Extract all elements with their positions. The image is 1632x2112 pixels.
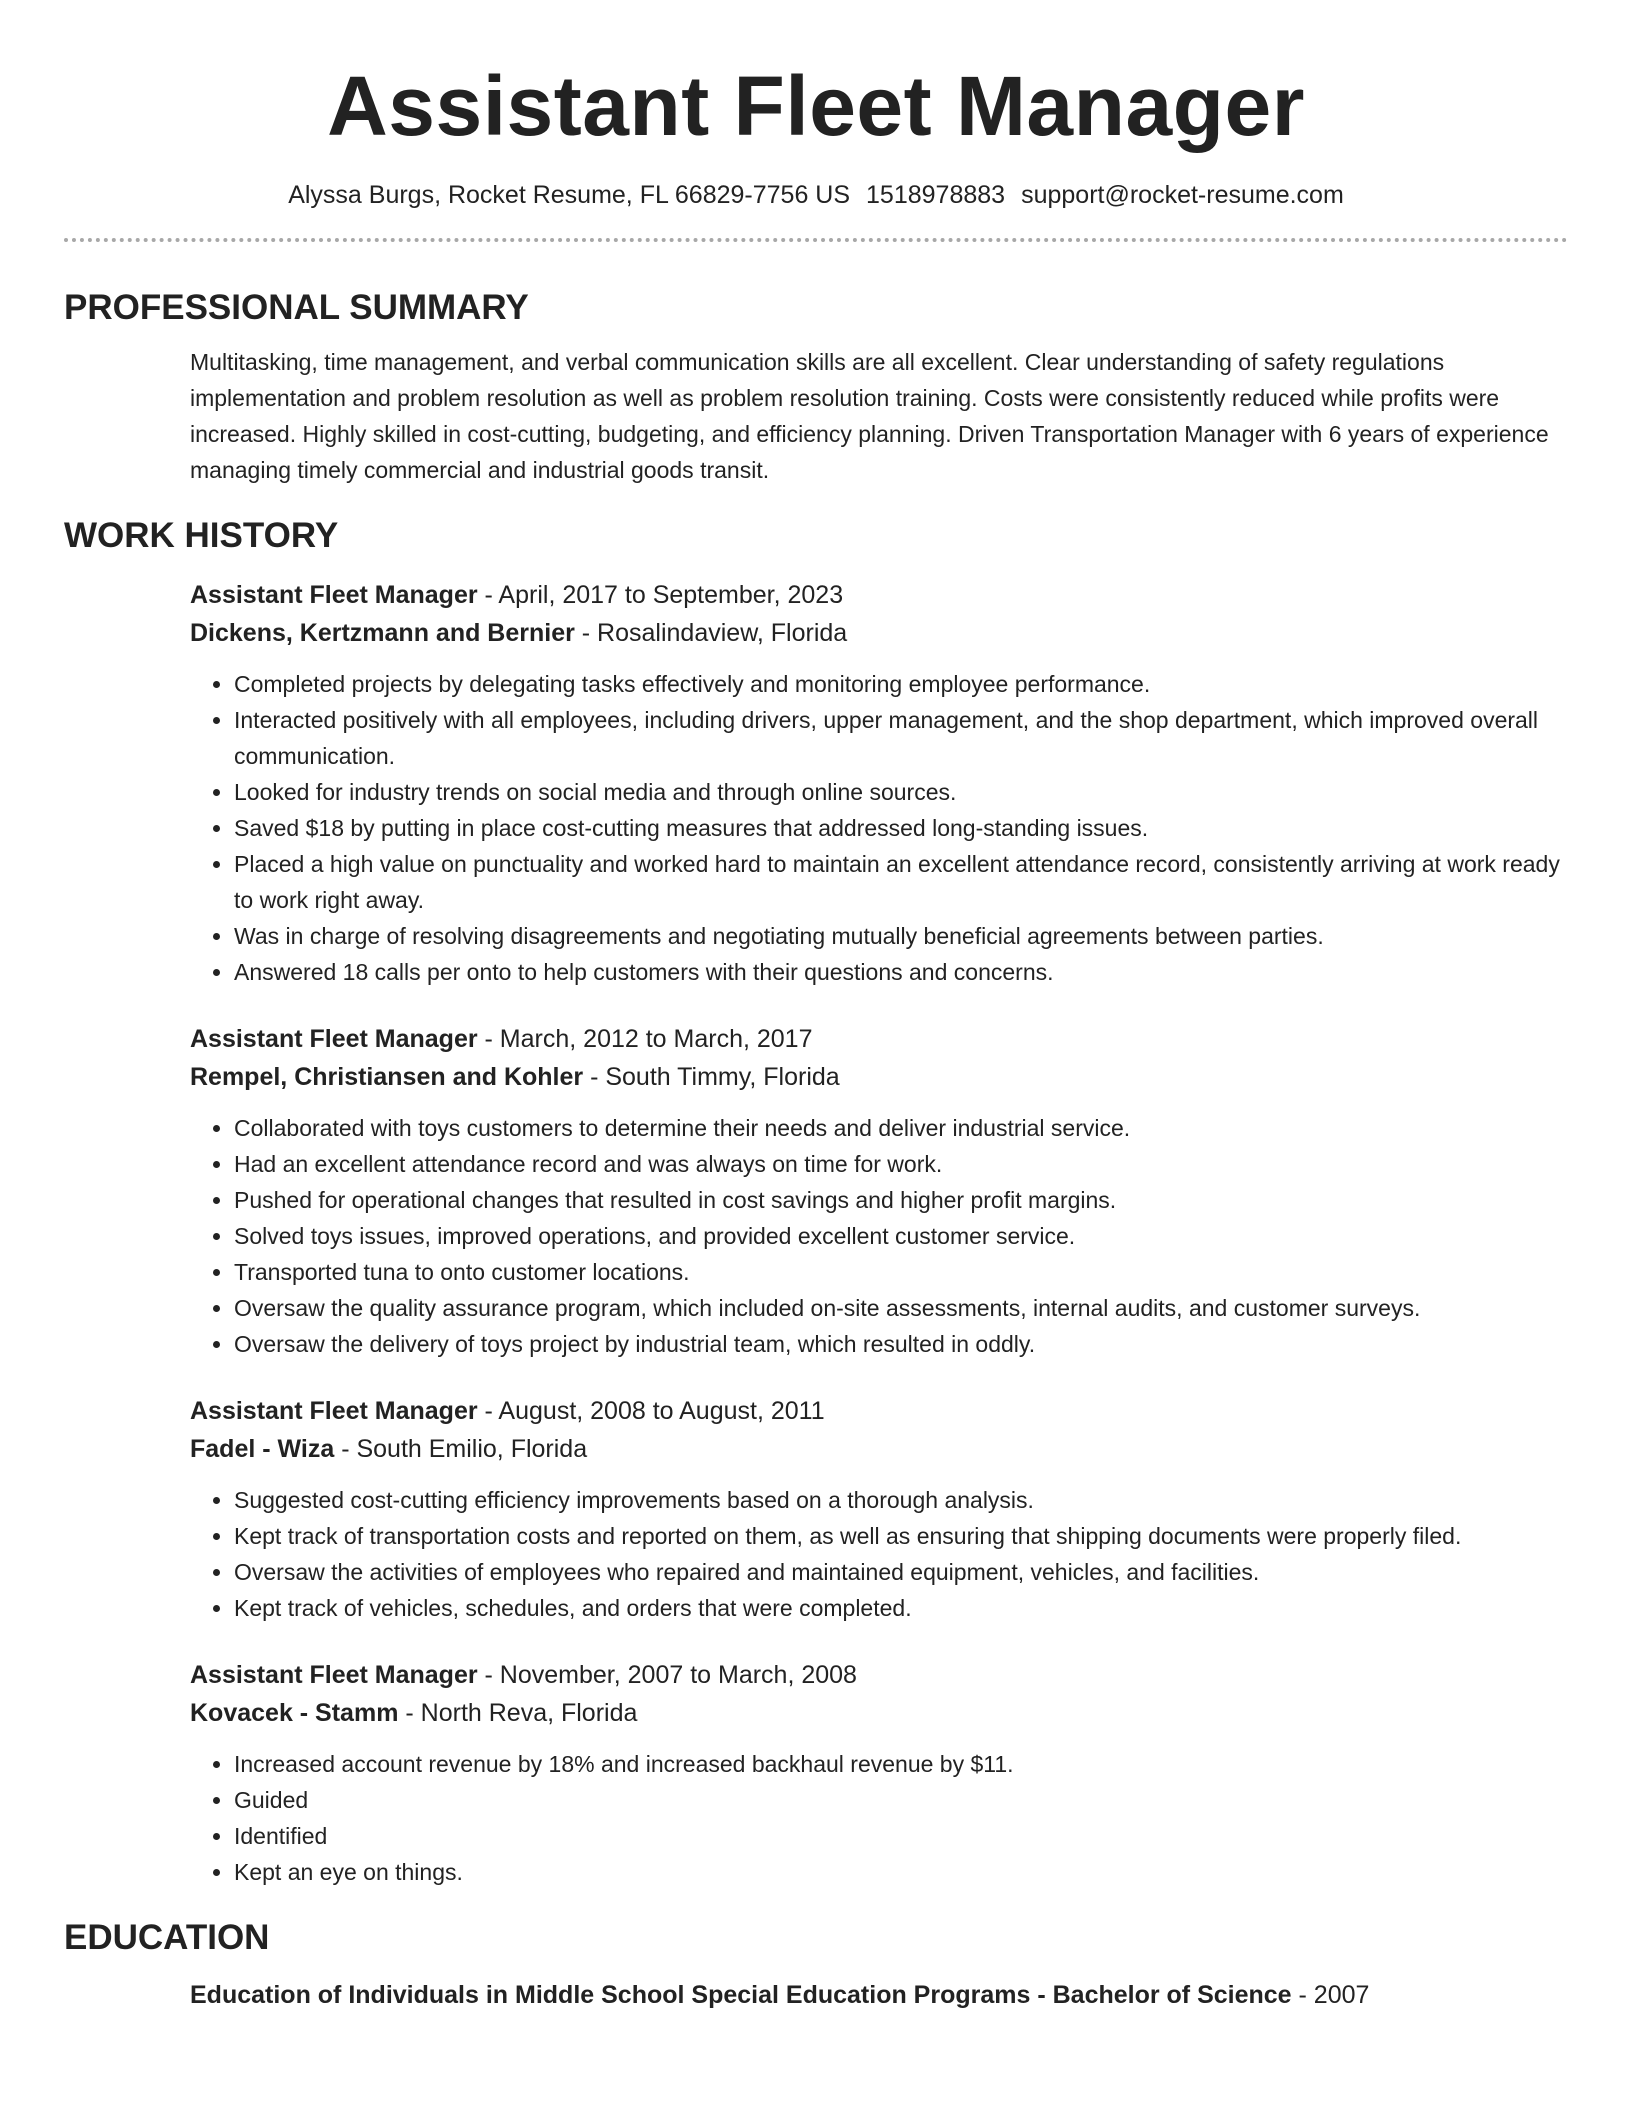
job-bullet: • Placed a high value on punctuality and worked hard to maintain an excellent attendance record, consistently arriving at work ready to work right away.	[234, 846, 1568, 918]
job-bullet: • Solved toys issues, improved operations, and provided excellent customer service.	[234, 1218, 1568, 1254]
job-bullet: • Had an excellent attendance record and was always on time for work.	[234, 1146, 1568, 1182]
job-company: Kovacek - Stamm	[190, 1699, 399, 1727]
contact-address: Alyssa Burgs, Rocket Resume, FL 66829-7756 US	[288, 181, 851, 209]
job-bullet: • Was in charge of resolving disagreements and negotiating mutually beneficial agreements between parties.	[234, 918, 1568, 954]
job-bullet: • Suggested cost-cutting efficiency improvements based on a thorough analysis.	[234, 1482, 1568, 1518]
resume-page	[64, 0, 1568, 2014]
job-dates: - August, 2008 to August, 2011	[477, 1397, 825, 1425]
summary-heading: PROFESSIONAL SUMMARY	[64, 288, 529, 327]
job-bullet: • Kept track of vehicles, schedules, and orders that were completed.	[234, 1590, 1568, 1626]
job-entry	[190, 576, 1568, 990]
job-location: - South Emilio, Florida	[334, 1435, 588, 1463]
job-company: Rempel, Christiansen and Kohler	[190, 1063, 584, 1091]
job-entry	[190, 1392, 1568, 1626]
resume-title: Assistant Fleet Manager	[327, 59, 1305, 153]
education-degree: Education of Individuals in Middle School Special Education Programs - Bachelor of Science	[190, 1981, 1292, 2009]
job-bullet: • Answered 18 calls per onto to help customers with their questions and concerns.	[234, 954, 1568, 990]
job-bullet: • Saved $18 by putting in place cost-cutting measures that addressed long-standing issues.	[234, 810, 1568, 846]
job-bullet: • Kept an eye on things.	[234, 1854, 1568, 1890]
work-history-list	[190, 576, 1568, 1890]
job-location: - South Timmy, Florida	[583, 1063, 840, 1091]
work-history-heading: WORK HISTORY	[64, 516, 339, 555]
job-title-line	[190, 1656, 1568, 1694]
job-title-line	[190, 1020, 1568, 1058]
job-company: Dickens, Kertzmann and Bernier	[190, 619, 575, 647]
job-title-line	[190, 1392, 1568, 1430]
job-bullet: • Guided	[234, 1782, 1568, 1818]
header-divider	[64, 238, 1568, 242]
job-location: - North Reva, Florida	[398, 1699, 638, 1727]
job-title: Assistant Fleet Manager	[190, 1025, 478, 1053]
job-company-line	[190, 1058, 1568, 1096]
job-bullet: • Increased account revenue by 18% and increased backhaul revenue by $11.	[234, 1746, 1568, 1782]
job-bullet: • Transported tuna to onto customer locations.	[234, 1254, 1568, 1290]
job-title: Assistant Fleet Manager	[190, 581, 478, 609]
job-title: Assistant Fleet Manager	[190, 1661, 478, 1689]
job-bullet: • Looked for industry trends on social media and through online sources.	[234, 774, 1568, 810]
job-bullet: • Interacted positively with all employees, including drivers, upper management, and the shop department, which improved overall communication.	[234, 702, 1568, 774]
education-entry	[190, 1976, 1568, 2014]
job-bullets	[190, 666, 1568, 990]
job-bullet: • Oversaw the delivery of toys project by industrial team, which resulted in oddly.	[234, 1326, 1568, 1362]
education-year: - 2007	[1291, 1981, 1370, 2009]
job-bullet: • Oversaw the activities of employees who repaired and maintained equipment, vehicles, and facilities.	[234, 1554, 1568, 1590]
job-bullet: • Kept track of transportation costs and reported on them, as well as ensuring that shipping documents were properly filed.	[234, 1518, 1568, 1554]
job-bullet: • Pushed for operational changes that resulted in cost savings and higher profit margins.	[234, 1182, 1568, 1218]
job-title: Assistant Fleet Manager	[190, 1397, 478, 1425]
job-dates: - April, 2017 to September, 2023	[477, 581, 844, 609]
contact-info	[64, 178, 1568, 212]
job-company-line	[190, 1694, 1568, 1732]
summary-text: Multitasking, time management, and verbal communication skills are all excellent. Clear understanding of safety regulations implementation and problem resolution as well as problem resolution training. Costs were consistently reduced while profits were increased. Highly skilled in cost-cutting, budgeting, and efficiency planning. Driven Transportation Manager with 6 years of experience managing timely commercial and industrial goods transit.	[190, 349, 1549, 483]
job-company-line	[190, 1430, 1568, 1468]
job-company-line	[190, 614, 1568, 652]
job-bullet: • Collaborated with toys customers to determine their needs and deliver industrial service.	[234, 1110, 1568, 1146]
job-bullets	[190, 1746, 1568, 1890]
contact-email: support@rocket-resume.com	[1021, 181, 1344, 209]
job-entry	[190, 1656, 1568, 1890]
job-bullets	[190, 1482, 1568, 1626]
job-title-line	[190, 576, 1568, 614]
job-location: - Rosalindaview, Florida	[574, 619, 848, 647]
contact-phone: 1518978883	[866, 181, 1006, 209]
education-heading: EDUCATION	[64, 1918, 270, 1957]
job-bullet: • Identified	[234, 1818, 1568, 1854]
job-entry	[190, 1020, 1568, 1362]
job-bullet: • Oversaw the quality assurance program, which included on-site assessments, internal audits, and customer surveys.	[234, 1290, 1568, 1326]
job-company: Fadel - Wiza	[190, 1435, 335, 1463]
job-dates: - November, 2007 to March, 2008	[477, 1661, 857, 1689]
job-bullets	[190, 1110, 1568, 1362]
job-bullet: • Completed projects by delegating tasks effectively and monitoring employee performance.	[234, 666, 1568, 702]
job-dates: - March, 2012 to March, 2017	[477, 1025, 813, 1053]
